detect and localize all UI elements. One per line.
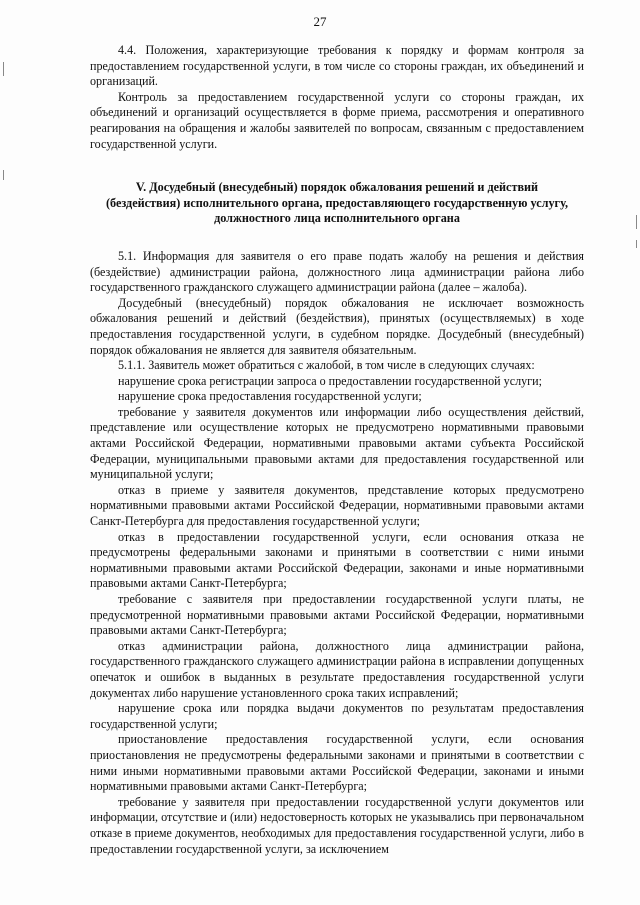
scan-edge-mark xyxy=(3,170,4,180)
page-number: 27 xyxy=(313,14,327,29)
section-v-heading: V. Досудебный (внесудебный) порядок обжалования решений и действий (бездействия) исполнительного органа, предоставляющего государственную услугу, должностного лица исполнительного органа xyxy=(105,180,569,226)
paragraph-5-1: 5.1. Информация для заявителя о его праве подать жалобу на решения и действия (бездействие) администрации района, должностного лица администрации района либо государственного гражданского служащего администрации района (далее – жалоба). xyxy=(90,248,584,295)
paragraph-pretrial-order: Досудебный (внесудебный) порядок обжалования не исключает возможность обжалования решений и действий (бездействия), принятых (осуществляемых) в ходе предоставления государственной услуги, в судебном порядке. Досудебный (внесудебный) порядок обжалования не является для заявителя обязательным. xyxy=(90,295,584,357)
paragraph-4-4-title: 4.4. Положения, характеризующие требования к порядку и формам контроля за предоставлением государственной услуги, в том числе со стороны граждан, их объединений и организаций. xyxy=(90,43,584,89)
paragraph-5-1-1: 5.1.1. Заявитель может обратиться с жалобой, в том числе в следующих случаях: xyxy=(118,358,535,373)
case-issuance-violation: нарушение срока или порядка выдачи документов по результатам предоставления государственной услуги; xyxy=(90,701,584,731)
case-suspension: приостановление предоставления государственной услуги, если основания приостановления не предусмотрены федеральными законами и принятыми в соответствии с ними иными нормативными правовыми актами Российской Федерации, законами и иными нормативными правовыми актами Санкт-Петербурга; xyxy=(90,732,584,794)
scan-edge-mark xyxy=(636,215,637,229)
case-extra-documents: требование у заявителя документов или информации либо осуществления действий, представление или осуществление которых не предусмотрено нормативными правовыми актами Российской Федерации, нормативными правовыми актами субъекта Российской Федерации, муниципальными правовыми актами для предоставления государственной или муниципальной услуги; xyxy=(90,404,584,482)
paragraph-4-4-control: Контроль за предоставлением государственной услуги со стороны граждан, их объединений и организаций осуществляется в форме приема, рассмотрения и оперативного реагирования на обращения и жалобы заявителей по вопросам, связанным с предоставлением государственной услуги. xyxy=(90,89,584,151)
case-refusal-service: отказ в предоставлении государственной услуги, если основания отказа не предусмотрены федеральными законами и принятыми в соответствии с ними иными нормативными правовыми актами Российской Федерации, законами и иные нормативными правовыми актами Санкт-Петербурга; xyxy=(90,529,584,591)
case-term-violation: нарушение срока предоставления государственной услуги; xyxy=(118,389,422,404)
case-undisclosed-documents: требование у заявителя при предоставлении государственной услуги документов или информации, отсутствие и (или) недостоверность которых не указывались при первоначальном отказе в приеме документов, необходимых для предоставления государственной услуги, либо в предоставлении государственной услуги, за исключением xyxy=(90,794,584,856)
case-correction-refusal: отказ администрации района, должностного лица администрации района, государственного гражданского служащего администрации района в исправлении допущенных опечаток и ошибок в выданных в результате предоставления государственной услуги документах либо нарушение установленного срока таких исправлений; xyxy=(90,638,584,700)
case-registration-violation: нарушение срока регистрации запроса о предоставлении государственной услуги; xyxy=(118,373,542,388)
case-refusal-acceptance: отказ в приеме у заявителя документов, представление которых предусмотрено нормативными правовыми актами Российской Федерации, нормативными правовыми актами Санкт-Петербурга для предоставления государственной услуги; xyxy=(90,482,584,529)
document-body xyxy=(90,43,584,857)
scan-edge-mark xyxy=(3,62,4,76)
case-fee-requirement: требование с заявителя при предоставлении государственной услуги платы, не предусмотренной нормативными правовыми актами Российской Федерации, нормативными правовыми актами Санкт-Петербурга; xyxy=(90,592,584,638)
scan-edge-mark xyxy=(636,240,637,248)
